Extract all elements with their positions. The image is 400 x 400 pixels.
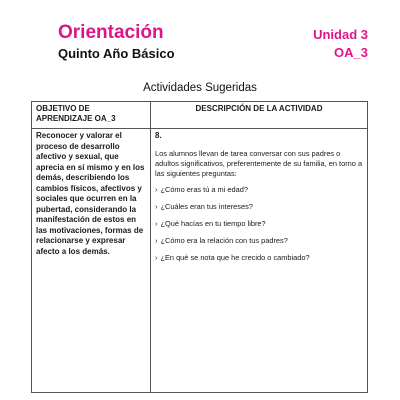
table-header-row	[32, 102, 368, 129]
activity-number: 8.	[155, 131, 162, 140]
document-title: Orientación	[58, 22, 164, 43]
question-text: ¿Cómo era la relación con tus padres?	[160, 236, 288, 245]
bullet-icon: ›	[155, 253, 158, 262]
bullet-icon: ›	[155, 236, 158, 245]
objective-cell: Reconocer y valorar el proceso de desarrollo afectivo y sexual, que aprecia en sí mismo y en los demás, describiendo los cambios físicos, afectivos y sociales que ocurren en la pubertad, considerando la manifestación de estos en las motivaciones, formas de relacionarse y expresar afecto a los demás.	[32, 129, 151, 393]
list-item	[155, 185, 363, 195]
bullet-icon: ›	[155, 202, 158, 211]
question-text: ¿Cómo eras tú a mi edad?	[160, 185, 248, 194]
activity-intro: Los alumnos llevan de tarea conversar con sus padres o adultos significativos, preferentemente de su familia, en torno a las siguientes preguntas:	[155, 149, 363, 178]
section-heading: Actividades Sugeridas	[143, 82, 257, 94]
list-item	[155, 202, 363, 212]
description-cell	[151, 129, 368, 393]
list-item	[155, 236, 363, 246]
table-row	[32, 129, 368, 393]
question-text: ¿Qué hacías en tu tiempo libre?	[160, 219, 266, 228]
description-column-header: DESCRIPCIÓN DE LA ACTIVIDAD	[151, 102, 368, 129]
question-text: ¿En qué se nota que he crecido o cambiado?	[160, 253, 310, 262]
document-header-right	[313, 27, 368, 61]
document-subtitle: Quinto Año Básico	[58, 46, 175, 61]
bullet-icon: ›	[155, 185, 158, 194]
oa-label: OA_3	[334, 45, 368, 60]
activities-table	[31, 101, 368, 393]
objective-column-header: OBJETIVO DE APRENDIZAJE OA_3	[32, 102, 151, 129]
bullet-icon: ›	[155, 219, 158, 228]
list-item	[155, 219, 363, 229]
list-item	[155, 253, 363, 263]
question-list	[155, 185, 363, 263]
question-text: ¿Cuáles eran tus intereses?	[160, 202, 253, 211]
document-header-left	[58, 22, 175, 62]
unit-label: Unidad 3	[313, 27, 368, 42]
